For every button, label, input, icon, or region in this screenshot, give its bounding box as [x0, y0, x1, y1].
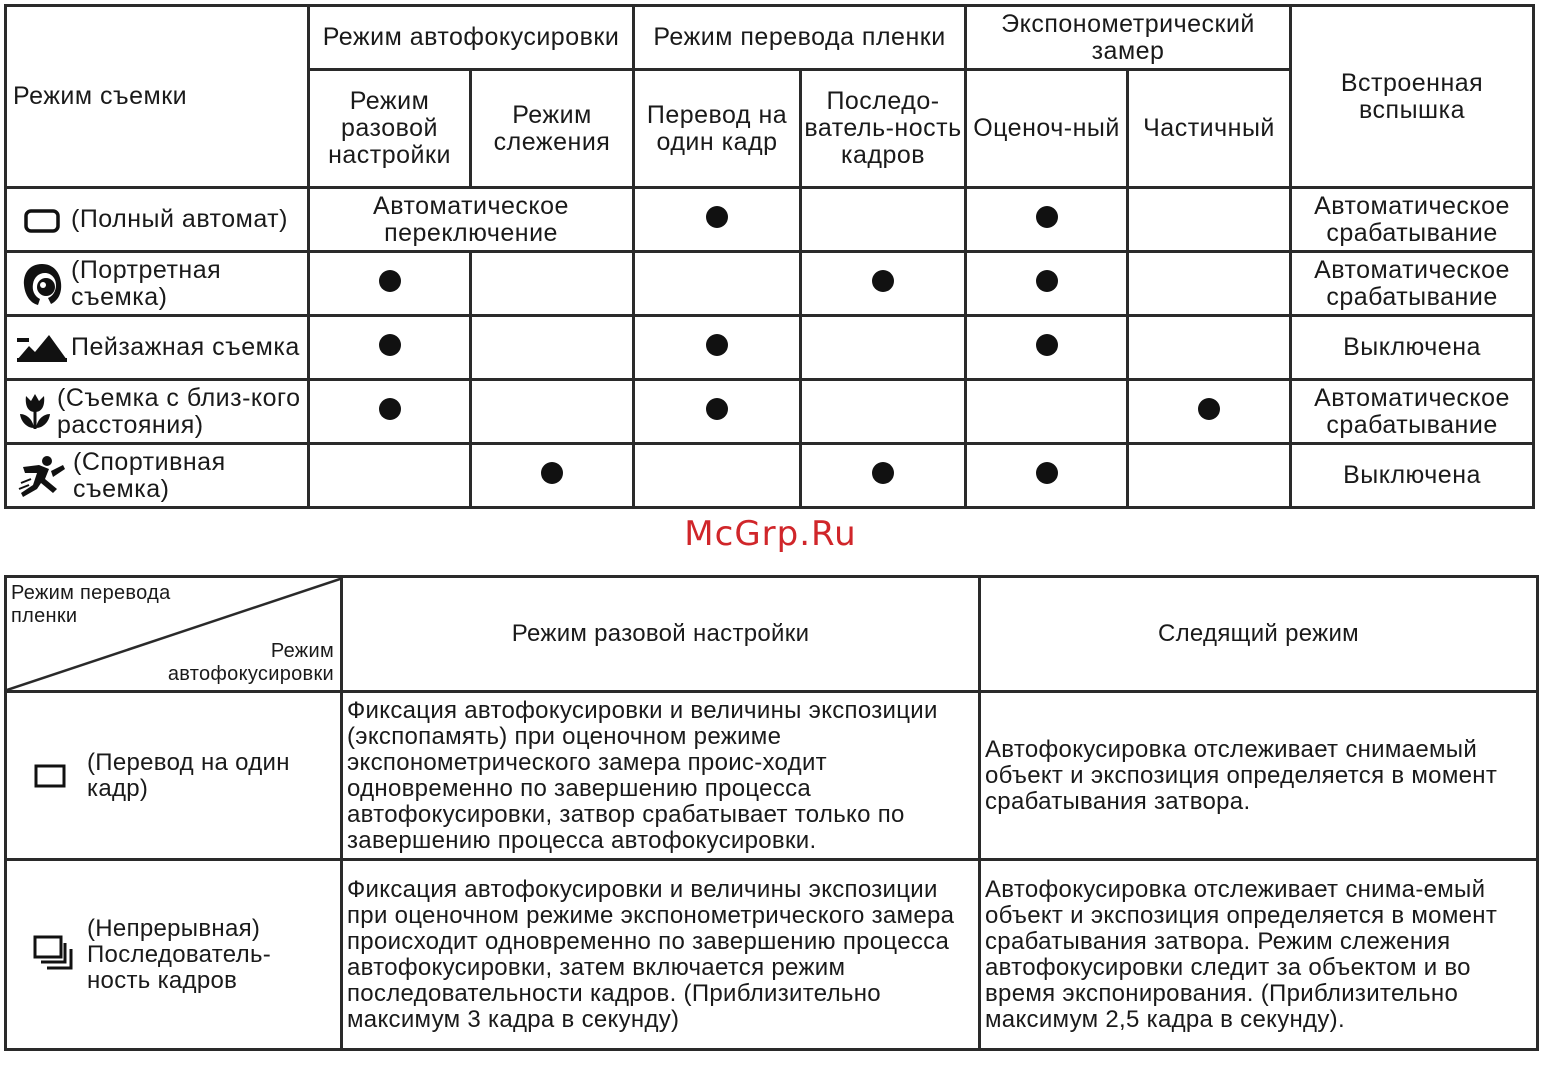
header-metering-partial: Частичный	[1128, 70, 1291, 188]
one-shot-text: Фиксация автофокусировки и величины экспозиции при оценочном режиме экспонометрического замера происходит одновременно по завершению процесса автофокусировки, затем включается режим последовательности кадров. (Приблизительно максимум 3 кадра в секунду)	[342, 860, 980, 1050]
mark-cell	[471, 444, 634, 508]
servo-text: Автофокусировка отслеживает снимаемый объект и экспозиция определяется в момент срабатывания затвора.	[980, 692, 1538, 860]
sports-icon	[13, 453, 73, 499]
bullet-mark	[379, 334, 401, 356]
table-row	[6, 316, 1534, 380]
drive-af-table	[4, 575, 1539, 1051]
bullet-mark	[541, 462, 563, 484]
header-drive-continuous: Последо-ватель-ность кадров	[801, 70, 966, 188]
mark-cell	[1128, 188, 1291, 252]
mark-cell	[634, 444, 801, 508]
table-row	[6, 188, 1534, 252]
mode-label: Пейзажная съемка	[71, 333, 300, 361]
mode-label: (Съемка с близ-кого расстояния)	[57, 383, 301, 439]
mark-cell	[1128, 380, 1291, 444]
header-af-group: Режим автофокусировки	[309, 6, 634, 70]
drive-mode-label: (Непрерывная) Последователь-ность кадров	[87, 914, 272, 994]
mark-cell	[966, 188, 1128, 252]
mark-cell	[966, 252, 1128, 316]
mark-cell	[634, 252, 801, 316]
bullet-mark	[1036, 270, 1058, 292]
mark-cell	[309, 444, 471, 508]
bullet-mark	[872, 270, 894, 292]
header-one-shot: Режим разовой настройки	[342, 577, 980, 692]
table-row	[6, 444, 1534, 508]
mode-cell	[6, 380, 309, 444]
mark-cell	[801, 252, 966, 316]
flash-cell: Автоматическое срабатывание	[1291, 188, 1534, 252]
mode-label: (Полный автомат)	[71, 205, 288, 233]
mode-label: (Спортивная съемка)	[73, 447, 226, 503]
flash-cell: Выключена	[1291, 316, 1534, 380]
header-af-servo: Режим слежения	[471, 70, 634, 188]
header-metering-group: Экспонометрический замер	[966, 6, 1291, 70]
watermark: McGrp.Ru	[684, 514, 857, 554]
bullet-mark	[379, 270, 401, 292]
mark-cell	[966, 316, 1128, 380]
mark-cell	[801, 444, 966, 508]
full-auto-icon	[13, 205, 71, 235]
mark-cell	[801, 316, 966, 380]
mark-cell	[966, 444, 1128, 508]
header-drive-group: Режим перевода пленки	[634, 6, 966, 70]
mark-cell	[634, 188, 801, 252]
flash-cell: Автоматическое срабатывание	[1291, 252, 1534, 316]
portrait-icon	[13, 261, 71, 307]
mark-cell	[309, 380, 471, 444]
mark-cell	[471, 380, 634, 444]
corner-bottom-label: Режим автофокусировки	[167, 640, 334, 685]
closeup-icon	[13, 392, 57, 432]
mark-cell	[1128, 316, 1291, 380]
bullet-mark	[1036, 462, 1058, 484]
table-row	[6, 860, 1538, 1050]
mark-cell	[966, 380, 1128, 444]
header-af-single: Режим разовой настройки	[309, 70, 471, 188]
mark-cell	[801, 380, 966, 444]
mark-cell	[634, 316, 801, 380]
one-shot-text: Фиксация автофокусировки и величины экспозиции (экспопамять) при оценочном режиме экспонометрического замера проис-ходит одновременно по завершению процесса автофокусировки, затвор срабатывает только по завершению процесса автофокусировки.	[342, 692, 980, 860]
af-auto-switch: Автоматическое переключение	[309, 188, 634, 252]
bullet-mark	[706, 206, 728, 228]
flash-cell: Выключена	[1291, 444, 1534, 508]
header-drive-single: Перевод на один кадр	[634, 70, 801, 188]
header-servo: Следящий режим	[980, 577, 1538, 692]
header-shooting-mode: Режим съемки	[6, 6, 309, 188]
mark-cell	[471, 252, 634, 316]
table-row	[6, 252, 1534, 316]
mark-cell	[471, 316, 634, 380]
corner-top-label: Режим перевода пленки	[11, 582, 171, 627]
header-metering-eval: Оценоч-ный	[966, 70, 1128, 188]
flash-cell: Автоматическое срабатывание	[1291, 380, 1534, 444]
corner-header	[6, 577, 342, 692]
mode-cell	[6, 316, 309, 380]
bullet-mark	[379, 398, 401, 420]
bullet-mark	[1198, 398, 1220, 420]
bullet-mark	[872, 462, 894, 484]
mark-cell	[309, 252, 471, 316]
mark-cell	[1128, 252, 1291, 316]
continuous-icon	[33, 935, 87, 975]
bullet-mark	[706, 398, 728, 420]
mark-cell	[309, 316, 471, 380]
drive-mode-cell	[6, 692, 342, 860]
drive-mode-label: (Перевод на один кадр)	[87, 748, 290, 802]
mode-cell	[6, 444, 309, 508]
table-row	[6, 380, 1534, 444]
landscape-icon	[13, 332, 71, 364]
single-frame-icon	[33, 761, 87, 791]
bullet-mark	[1036, 334, 1058, 356]
drive-mode-cell	[6, 860, 342, 1050]
shooting-mode-table	[4, 4, 1535, 509]
mark-cell	[1128, 444, 1291, 508]
mode-cell	[6, 252, 309, 316]
servo-text: Автофокусировка отслеживает снима-емый объект и экспозиция определяется в момент срабатывания затвора. Режим слежения автофокусировки следит за объектом и во время экспонирования. (Приблизительно максимум 2,5 кадра в секунду).	[980, 860, 1538, 1050]
mode-cell	[6, 188, 309, 252]
mark-cell	[634, 380, 801, 444]
table-row	[6, 692, 1538, 860]
mode-label: (Портретная съемка)	[71, 255, 222, 311]
mark-cell	[801, 188, 966, 252]
bullet-mark	[706, 334, 728, 356]
header-flash: Встроенная вспышка	[1291, 6, 1534, 188]
bullet-mark	[1036, 206, 1058, 228]
